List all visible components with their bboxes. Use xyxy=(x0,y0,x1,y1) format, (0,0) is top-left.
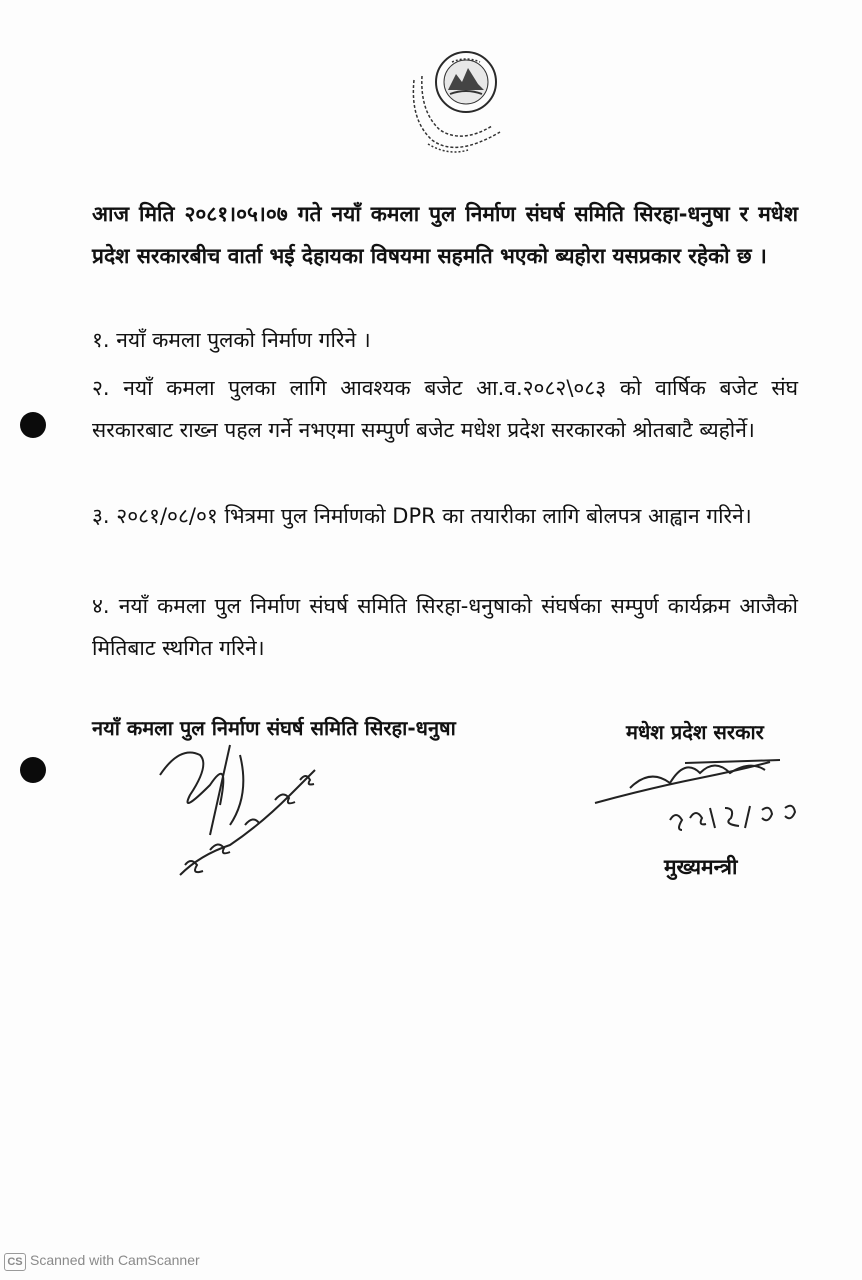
agreement-point-4: ४. नयाँ कमला पुल निर्माण संघर्ष समिति सिरहा-धनुषाको संघर्षका सम्पुर्ण कार्यक्रम आजैको मितिबाट स्थगित गरिने। xyxy=(92,594,798,660)
government-seal-stamp xyxy=(392,40,522,165)
right-signatory-title: मधेश प्रदेश सरकार xyxy=(626,720,764,744)
right-handwritten-signature xyxy=(590,748,820,838)
agreement-intro-paragraph: आज मिति २०८१।०५।०७ गते नयाँ कमला पुल निर्माण संघर्ष समिति सिरहा-धनुषा र मधेश प्रदेश सरकारबीच वार्ता भई देहायका विषयमा सहमति भएको ब्यहोरा यसप्रकार रहेको छ । xyxy=(92,202,798,268)
agreement-point-2: २. नयाँ कमला पुलका लागि आवश्यक बजेट आ.व.२०८२\०८३ को वार्षिक बजेट संघ सरकारबाट राख्न पहल गर्ने नभएमा सम्पुर्ण बजेट मधेश प्रदेश सरकारको श्रोतबाटै ब्यहोर्ने। xyxy=(92,376,798,442)
agreement-point-3: ३. २०८१/०८/०१ भित्रमा पुल निर्माणको DPR का तयारीका लागि बोलपत्र आह्वान गरिने। xyxy=(92,504,752,528)
punch-hole-bottom xyxy=(20,757,46,783)
camscanner-watermark-text: Scanned with CamScanner xyxy=(30,1252,200,1268)
camscanner-logo-icon: CS xyxy=(4,1253,26,1271)
left-signatory-title: नयाँ कमला पुल निर्माण संघर्ष समिति सिरहा-धनुषा xyxy=(92,716,456,740)
punch-hole-top xyxy=(20,412,46,438)
agreement-point-1: १. नयाँ कमला पुलको निर्माण गरिने । xyxy=(92,328,371,352)
chief-minister-designation: मुख्यमन्त्री xyxy=(664,855,738,879)
camscanner-watermark xyxy=(4,1252,200,1271)
left-handwritten-signature xyxy=(140,725,340,885)
